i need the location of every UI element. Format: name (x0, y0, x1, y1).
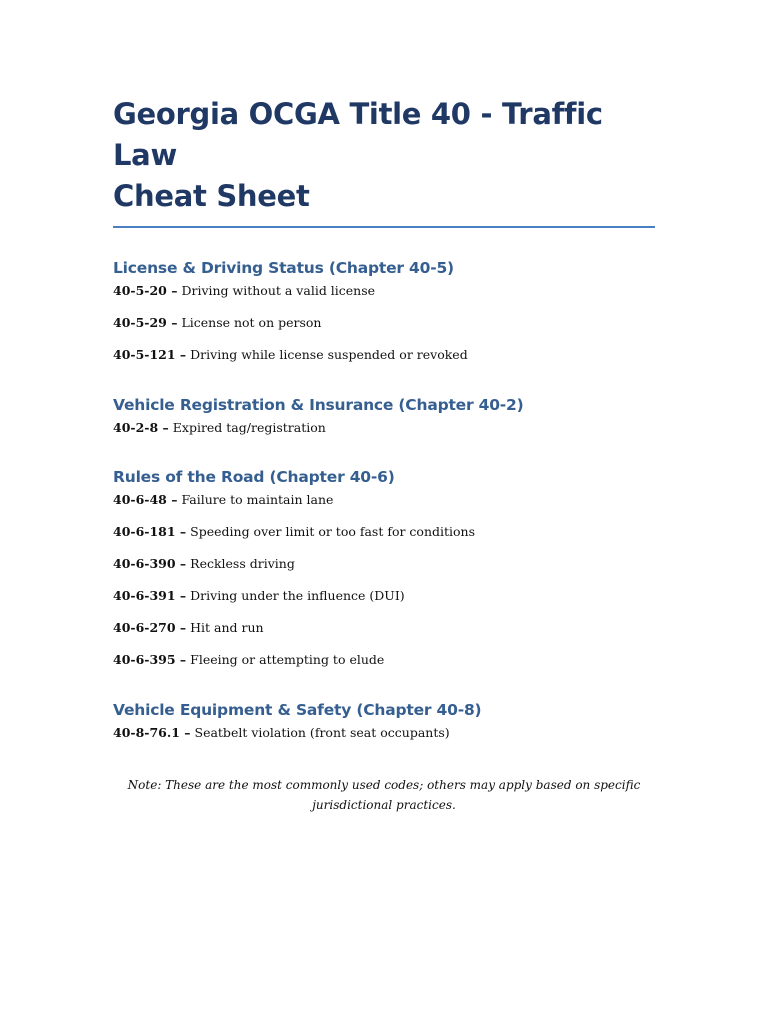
code-entry (113, 556, 655, 572)
code-entry (113, 315, 655, 331)
section-heading: Vehicle Registration & Insurance (Chapter 40-2) (113, 396, 524, 414)
code-number: 40-5-20 – (113, 283, 178, 298)
code-number: 40-2-8 – (113, 420, 169, 435)
code-number: 40-8-76.1 – (113, 725, 191, 740)
footnote (113, 775, 655, 815)
code-description: Driving without a valid license (181, 283, 376, 298)
section-heading: Vehicle Equipment & Safety (Chapter 40-8) (113, 701, 482, 719)
section-equipment-safety (113, 700, 655, 741)
code-description: Hit and run (190, 620, 264, 635)
section-registration (113, 395, 655, 436)
code-description: Expired tag/registration (172, 420, 326, 435)
section-heading: Rules of the Road (Chapter 40-6) (113, 468, 395, 486)
code-number: 40-6-270 – (113, 620, 187, 635)
code-entry (113, 725, 655, 741)
code-number: 40-6-395 – (113, 652, 187, 667)
title-line-1: Georgia OCGA Title 40 - Traffic Law (113, 97, 603, 172)
code-entry (113, 420, 655, 436)
code-description: Speeding over limit or too fast for conditions (190, 524, 476, 539)
section-heading: License & Driving Status (Chapter 40-5) (113, 259, 454, 277)
code-description: Fleeing or attempting to elude (190, 652, 385, 667)
code-number: 40-5-121 – (113, 347, 187, 362)
code-description: Driving while license suspended or revoked (190, 347, 468, 362)
code-number: 40-6-181 – (113, 524, 187, 539)
code-number: 40-5-29 – (113, 315, 178, 330)
code-description: Reckless driving (190, 556, 295, 571)
code-entry (113, 283, 655, 299)
section-license (113, 258, 655, 363)
code-number: 40-6-390 – (113, 556, 187, 571)
code-entry (113, 524, 655, 540)
code-entry (113, 620, 655, 636)
footnote-line-2: jurisdictional practices. (312, 798, 456, 812)
footnote-line-1: Note: These are the most commonly used codes; others may apply based on specific (127, 778, 641, 792)
code-number: 40-6-391 – (113, 588, 187, 603)
code-description: License not on person (181, 315, 322, 330)
document-title (113, 94, 655, 217)
title-line-2: Cheat Sheet (113, 179, 310, 213)
title-underline (113, 226, 655, 228)
code-entry (113, 588, 655, 604)
code-description: Failure to maintain lane (181, 492, 334, 507)
section-rules-of-road (113, 467, 655, 668)
code-description: Driving under the influence (DUI) (190, 588, 405, 603)
code-description: Seatbelt violation (front seat occupants) (194, 725, 450, 740)
document-page (113, 94, 655, 815)
code-entry (113, 347, 655, 363)
code-entry (113, 492, 655, 508)
code-number: 40-6-48 – (113, 492, 178, 507)
code-entry (113, 652, 655, 668)
